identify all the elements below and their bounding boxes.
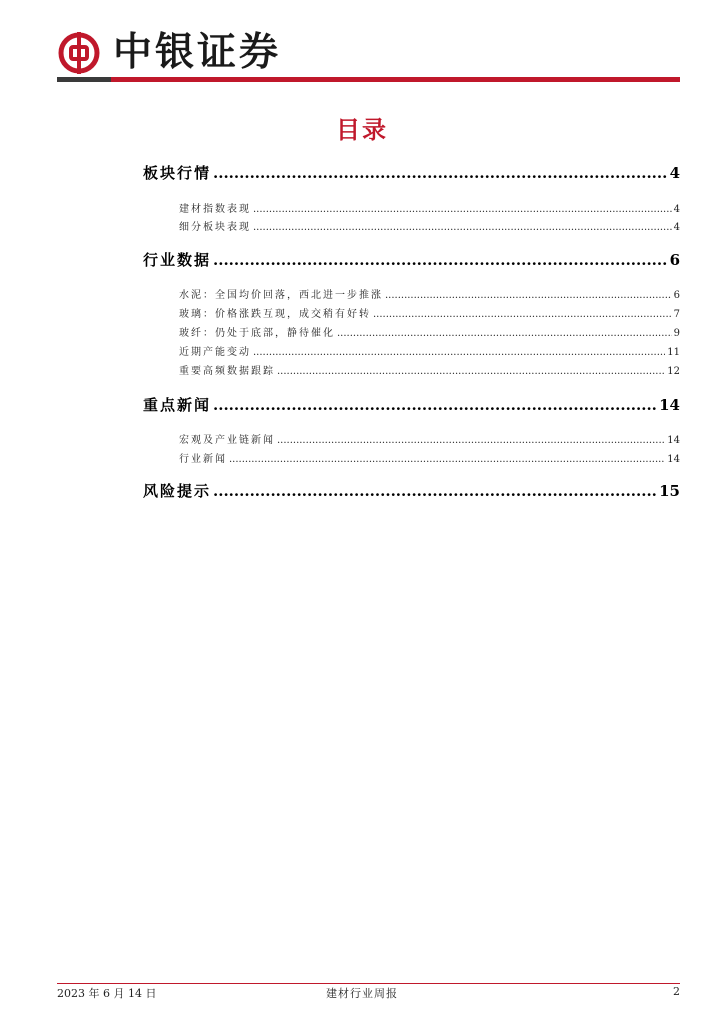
toc-item[interactable] — [179, 343, 680, 358]
toc-item[interactable] — [179, 305, 680, 320]
toc-leader-dots — [253, 204, 672, 215]
toc-item-page: 14 — [667, 454, 680, 465]
toc-item-page: 14 — [667, 435, 680, 446]
toc-item[interactable] — [179, 200, 680, 215]
toc-item-label: 水泥：全国均价回落，西北进一步推涨 — [179, 290, 383, 301]
toc-item[interactable] — [179, 324, 680, 339]
header-rule — [57, 77, 680, 82]
brand-header — [57, 30, 281, 76]
toc-leader-dots — [373, 309, 672, 320]
toc-section-page: 4 — [669, 164, 680, 182]
toc-item[interactable] — [179, 450, 680, 465]
toc-item-page: 7 — [673, 309, 680, 320]
toc-item[interactable] — [179, 431, 680, 446]
toc-title: 目录 — [336, 116, 388, 144]
toc-item-label: 细分板块表现 — [179, 222, 251, 233]
toc-section-1[interactable] — [143, 162, 680, 183]
toc-section-label: 板块行情 — [143, 164, 212, 182]
toc-item-page: 6 — [673, 290, 680, 301]
toc-item-page: 9 — [673, 328, 680, 339]
toc-item[interactable] — [179, 362, 680, 377]
toc-leader-dots — [229, 454, 665, 465]
toc-leader-dots — [277, 366, 665, 377]
toc-leader-dots — [253, 222, 672, 233]
toc-section-page: 6 — [669, 251, 680, 269]
toc-item-label: 重要高频数据跟踪 — [179, 366, 275, 377]
toc-item[interactable] — [179, 218, 680, 233]
toc-leader-dots — [277, 435, 665, 446]
toc-item-label: 建材指数表现 — [179, 204, 251, 215]
footer-date: 2023 年 6 月 14 日 — [57, 987, 157, 1000]
toc-leader-dots — [253, 347, 665, 358]
footer-report-type: 建材行业周报 — [326, 987, 398, 1000]
toc-section-3[interactable] — [143, 394, 680, 415]
toc-item-label: 行业新闻 — [179, 454, 227, 465]
toc-section-label: 重点新闻 — [143, 396, 212, 414]
toc-leader-dots — [337, 328, 672, 339]
toc-leader-dots — [213, 251, 668, 269]
footer-page-number: 2 — [673, 985, 680, 998]
toc-section-page: 14 — [659, 396, 680, 414]
toc-item-page: 4 — [673, 204, 680, 215]
toc-item-page: 4 — [673, 222, 680, 233]
toc-leader-dots — [213, 482, 657, 500]
toc-section-label: 行业数据 — [143, 251, 212, 269]
toc-item-label: 玻纤：仍处于底部，静待催化 — [179, 328, 335, 339]
toc-leader-dots — [385, 290, 672, 301]
toc-section-page: 15 — [659, 482, 680, 500]
toc-item-page: 11 — [667, 347, 680, 358]
toc-item-label: 玻璃：价格涨跌互现，成交稍有好转 — [179, 309, 371, 320]
bank-of-china-logo-icon — [57, 31, 101, 75]
toc-item-label: 近期产能变动 — [179, 347, 251, 358]
toc-leader-dots — [213, 164, 668, 182]
brand-name: 中银证券 — [113, 30, 282, 75]
toc-section-4[interactable] — [143, 480, 680, 501]
toc-item-label: 宏观及产业链新闻 — [179, 435, 275, 446]
toc-item[interactable] — [179, 286, 680, 301]
footer-rule — [57, 983, 680, 984]
toc-leader-dots — [213, 396, 657, 414]
toc-item-page: 12 — [667, 366, 680, 377]
toc-section-label: 风险提示 — [143, 482, 212, 500]
toc-section-2[interactable] — [143, 249, 680, 270]
